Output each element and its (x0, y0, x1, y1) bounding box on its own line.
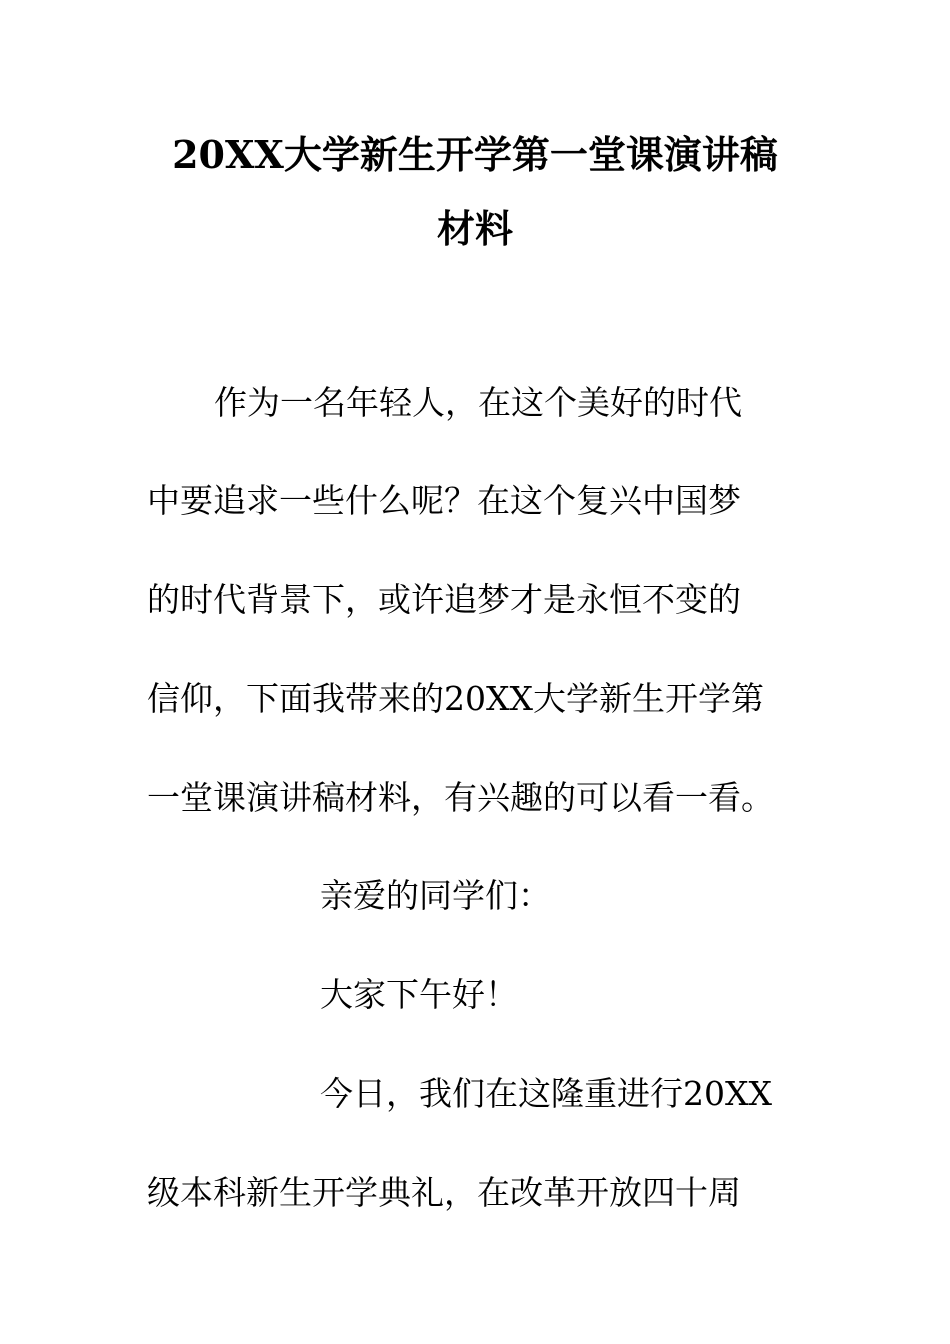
body-line-2: 中要追求一些什么呢？在这个复兴中国梦 (147, 481, 741, 520)
body-line-1: 作为一名年轻人，在这个美好的时代 (214, 383, 742, 422)
document-title-line-1: 20XX大学新生开学第一堂课演讲稿 (172, 132, 778, 177)
salutation-line: 亲爱的同学们： (320, 876, 551, 915)
body-line-9: 级本科新生开学典礼，在改革开放四十周 (147, 1173, 741, 1212)
body-line-8: 今日，我们在这隆重进行20XX (320, 1074, 772, 1113)
document-title-line-2: 材料 (436, 206, 513, 251)
body-line-3: 的时代背景下，或许追梦才是永恒不变的 (147, 580, 741, 619)
body-line-5: 一堂课演讲稿材料，有兴趣的可以看一看。 (147, 778, 774, 817)
body-line-4: 信仰，下面我带来的20XX大学新生开学第 (147, 679, 764, 718)
greeting-line: 大家下午好！ (320, 975, 518, 1014)
